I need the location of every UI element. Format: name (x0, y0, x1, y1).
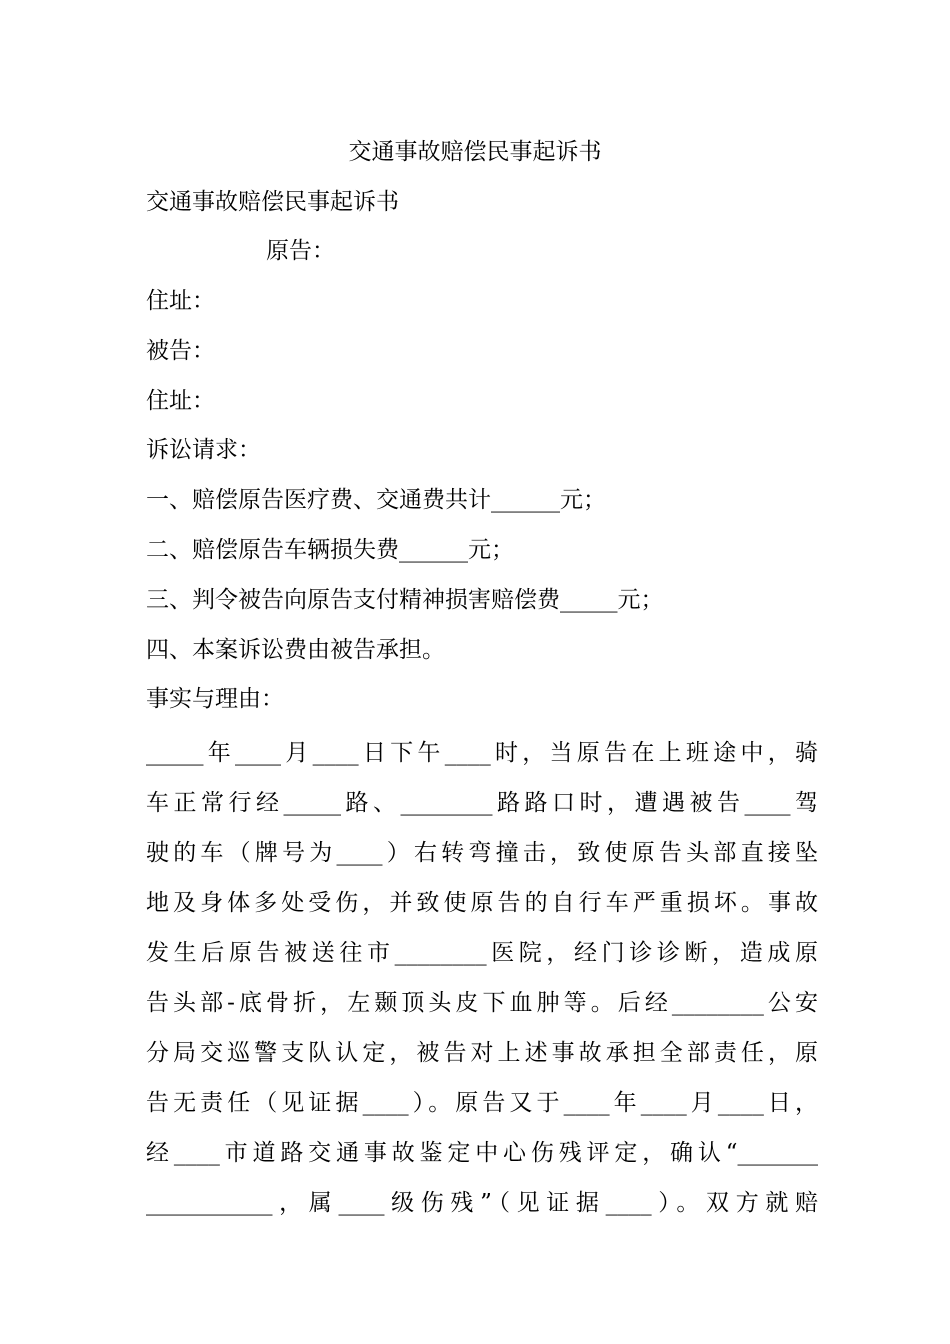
facts-line: 告头部-底骨折，左颞顶头皮下血肿等。后经________公安 (146, 990, 818, 1016)
facts-line: 车正常行经_____路、________路路口时，遭遇被告____驾 (146, 790, 818, 816)
document-subtitle: 交通事故赔偿民事起诉书 (146, 189, 399, 215)
facts-line: _____年____月____日下午____时，当原告在上班途中，骑 (146, 740, 818, 766)
plaintiff-address-label: 住址： (146, 288, 215, 314)
defendant-address-label: 住址： (146, 388, 215, 414)
claim-item: 三、判令被告向原告支付精神损害赔偿费_____元； (146, 587, 664, 613)
plaintiff-label: 原告： (266, 238, 335, 264)
claim-item: 一、赔偿原告医疗费、交通费共计______元； (146, 487, 606, 513)
facts-line: 驶的车（牌号为____）右转弯撞击，致使原告头部直接坠 (146, 840, 818, 866)
facts-line: 告无责任（见证据____）。原告又于____年____月____日， (146, 1090, 818, 1116)
document-title: 交通事故赔偿民事起诉书 (348, 139, 602, 165)
claim-item: 二、赔偿原告车辆损失费______元； (146, 537, 514, 563)
facts-line: 经____市道路交通事故鉴定中心伤残评定，确认“_______ (146, 1140, 818, 1166)
facts-line: 发生后原告被送往市________医院，经门诊诊断，造成原 (146, 940, 818, 966)
claims-heading: 诉讼请求： (146, 437, 261, 463)
claim-item: 四、本案诉讼费由被告承担。 (146, 637, 445, 663)
facts-heading: 事实与理由： (146, 686, 284, 712)
facts-line: 地及身体多处受伤，并致使原告的自行车严重损坏。事故 (146, 890, 818, 916)
facts-line: 分局交巡警支队认定，被告对上述事故承担全部责任，原 (146, 1040, 818, 1066)
facts-line: ___________，属____级伤残”（见证据____）。双方就赔 (146, 1190, 818, 1216)
facts-paragraph (146, 728, 818, 1228)
defendant-label: 被告： (146, 338, 215, 364)
